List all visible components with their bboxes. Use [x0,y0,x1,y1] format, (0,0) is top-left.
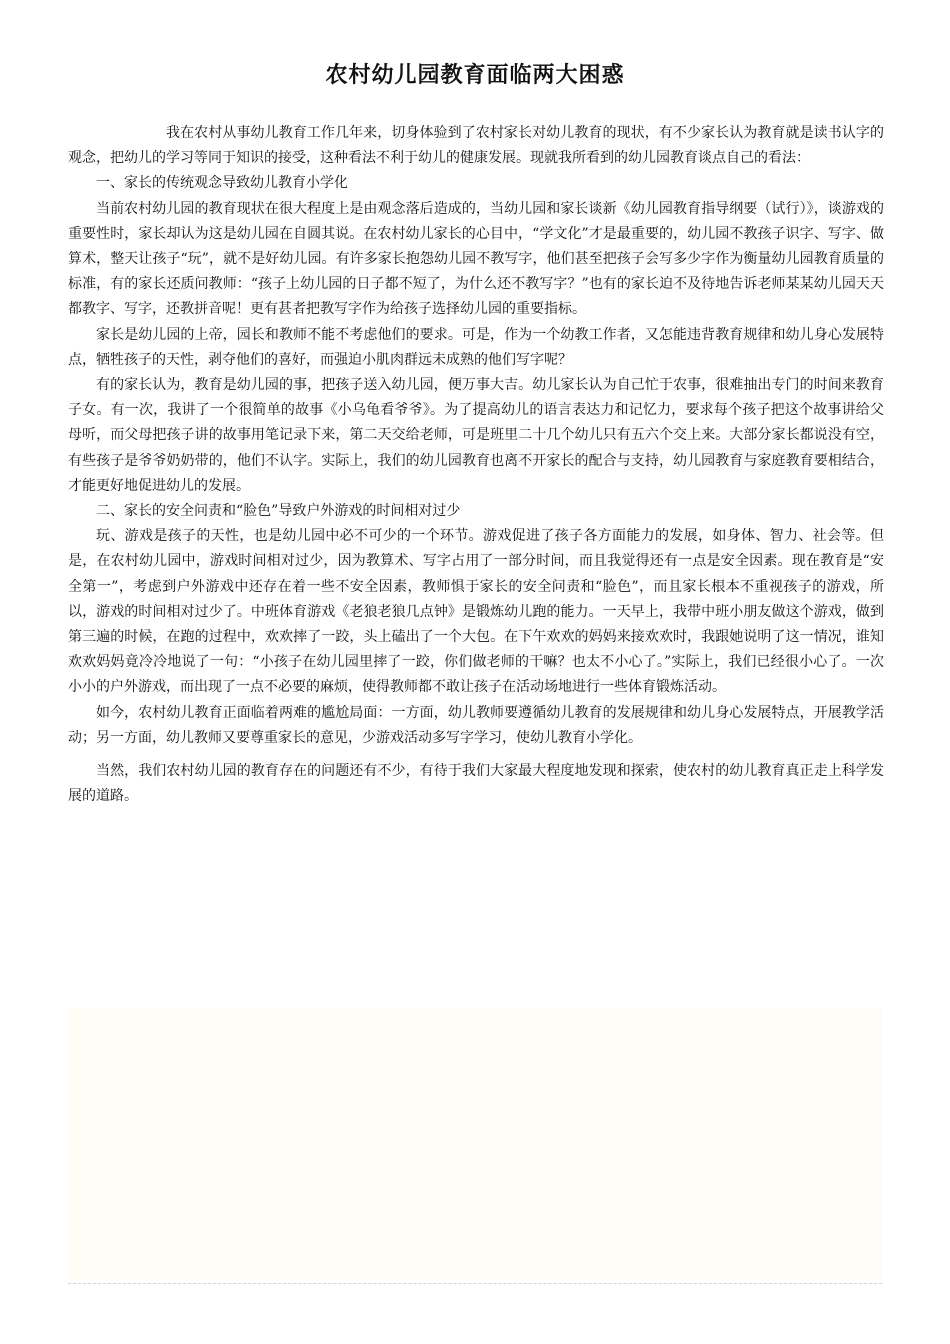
page-divider [68,1283,882,1284]
closing-paragraph: 当然，我们农村幼儿园的教育存在的问题还有不少，有待于我们大家最大程度地发现和探索，使农村的幼儿教育真正走上科学发展的道路。 [68,763,884,805]
body-paragraph: 如今，农村幼儿教育正面临着两难的尴尬局面：一方面，幼儿教师要遵循幼儿教育的发展规律和幼儿身心发展特点，开展教学活动；另一方面，幼儿教师又要尊重家长的意见，少游戏活动多写字学习，使幼儿教育小学化。 [68,704,884,746]
intro-paragraph: 我在农村从事幼儿教育工作几年来，切身体验到了农村家长对幼儿教育的现状，有不少家长认为教育就是读书认字的观念，把幼儿的学习等同于知识的接受，这种看法不利于幼儿的健康发展。现就我所看到的幼儿园教育谈点自己的看法： [68,125,884,167]
section-heading-2: 二、家长的安全问责和“脸色”导致户外游戏的时间相对过少 [96,503,461,520]
document-body [68,121,884,809]
body-paragraph: 家长是幼儿园的上帝，园长和教师不能不考虑他们的要求。可是，作为一个幼教工作者，又怎能违背教育规律和幼儿身心发展特点，牺牲孩子的天性，剥夺他们的喜好，而强迫小肌肉群远未成熟的他们写字呢？ [68,326,884,368]
section-heading-1: 一、家长的传统观念导致幼儿教育小学化 [96,175,348,192]
body-paragraph: 玩、游戏是孩子的天性，也是幼儿园中必不可少的一个环节。游戏促进了孩子各方面能力的发展，如身体、智力、社会等。但是，在农村幼儿园中，游戏时间相对过少，因为教算术、写字占用了一部分时间，而且我觉得还有一点是安全因素。现在教育是“安全第一”，考虑到户外游戏中还存在着一些不安全因素，教师惧于家长的安全问责和“脸色”，而且家长根本不重视孩子的游戏，所以，游戏的时间相对过少了。中班体育游戏《老狼老狼几点钟》是锻炼幼儿跑的能力。一天早上，我带中班小朋友做这个游戏，做到第三遍的时候，在跑的过程中，欢欢摔了一跤，头上磕出了一个大包。在下午欢欢的妈妈来接欢欢时，我跟她说明了这一情况，谁知欢欢妈妈竟冷冷地说了一句：“小孩子在幼儿园里摔了一跤，你们做老师的干嘛？也太不小心了。”实际上，我们已经很小心了。一次小小的户外游戏，而出现了一点不必要的麻烦，使得教师都不敢让孩子在活动场地进行一些体育锻炼活动。 [68,528,884,696]
document-title: 农村幼儿园教育面临两大困惑 [325,63,625,88]
body-paragraph: 有的家长认为，教育是幼儿园的事，把孩子送入幼儿园，便万事大吉。幼儿家长认为自己忙于农事，很难抽出专门的时间来教育子女。有一次，我讲了一个很简单的故事《小乌龟看爷爷》。为了提高幼儿的语言表达力和记忆力，要求每个孩子把这个故事讲给父母听，而父母把孩子讲的故事用笔记录下来，第二天交给老师，可是班里二十几个幼儿只有五六个交上来。大部分家长都说没有空，有些孩子是爷爷奶奶带的，他们不认字。实际上，我们的幼儿园教育也离不开家长的配合与支持，幼儿园教育与家庭教育要相结合，才能更好地促进幼儿的发展。 [68,377,884,494]
body-paragraph: 当前农村幼儿园的教育现状在很大程度上是由观念落后造成的，当幼儿园和家长谈新《幼儿园教育指导纲要（试行）》，谈游戏的重要性时，家长却认为这是幼儿园在自圆其说。在农村幼儿家长的心目中，“学文化”才是最重要的，幼儿园不教孩子识字、写字、做算术，整天让孩子“玩”，就不是好幼儿园。有许多家长抱怨幼儿园不教写字，他们甚至把孩子会写多少字作为衡量幼儿园教育质量的标准，有的家长还质问教师：“孩子上幼儿园的日子都不短了，为什么还不教写字？”也有的家长迫不及待地告诉老师某某幼儿园天天都教字、写字，还教拼音呢！更有甚者把教写字作为给孩子选择幼儿园的重要指标。 [68,200,884,318]
blank-area [68,1008,882,1280]
